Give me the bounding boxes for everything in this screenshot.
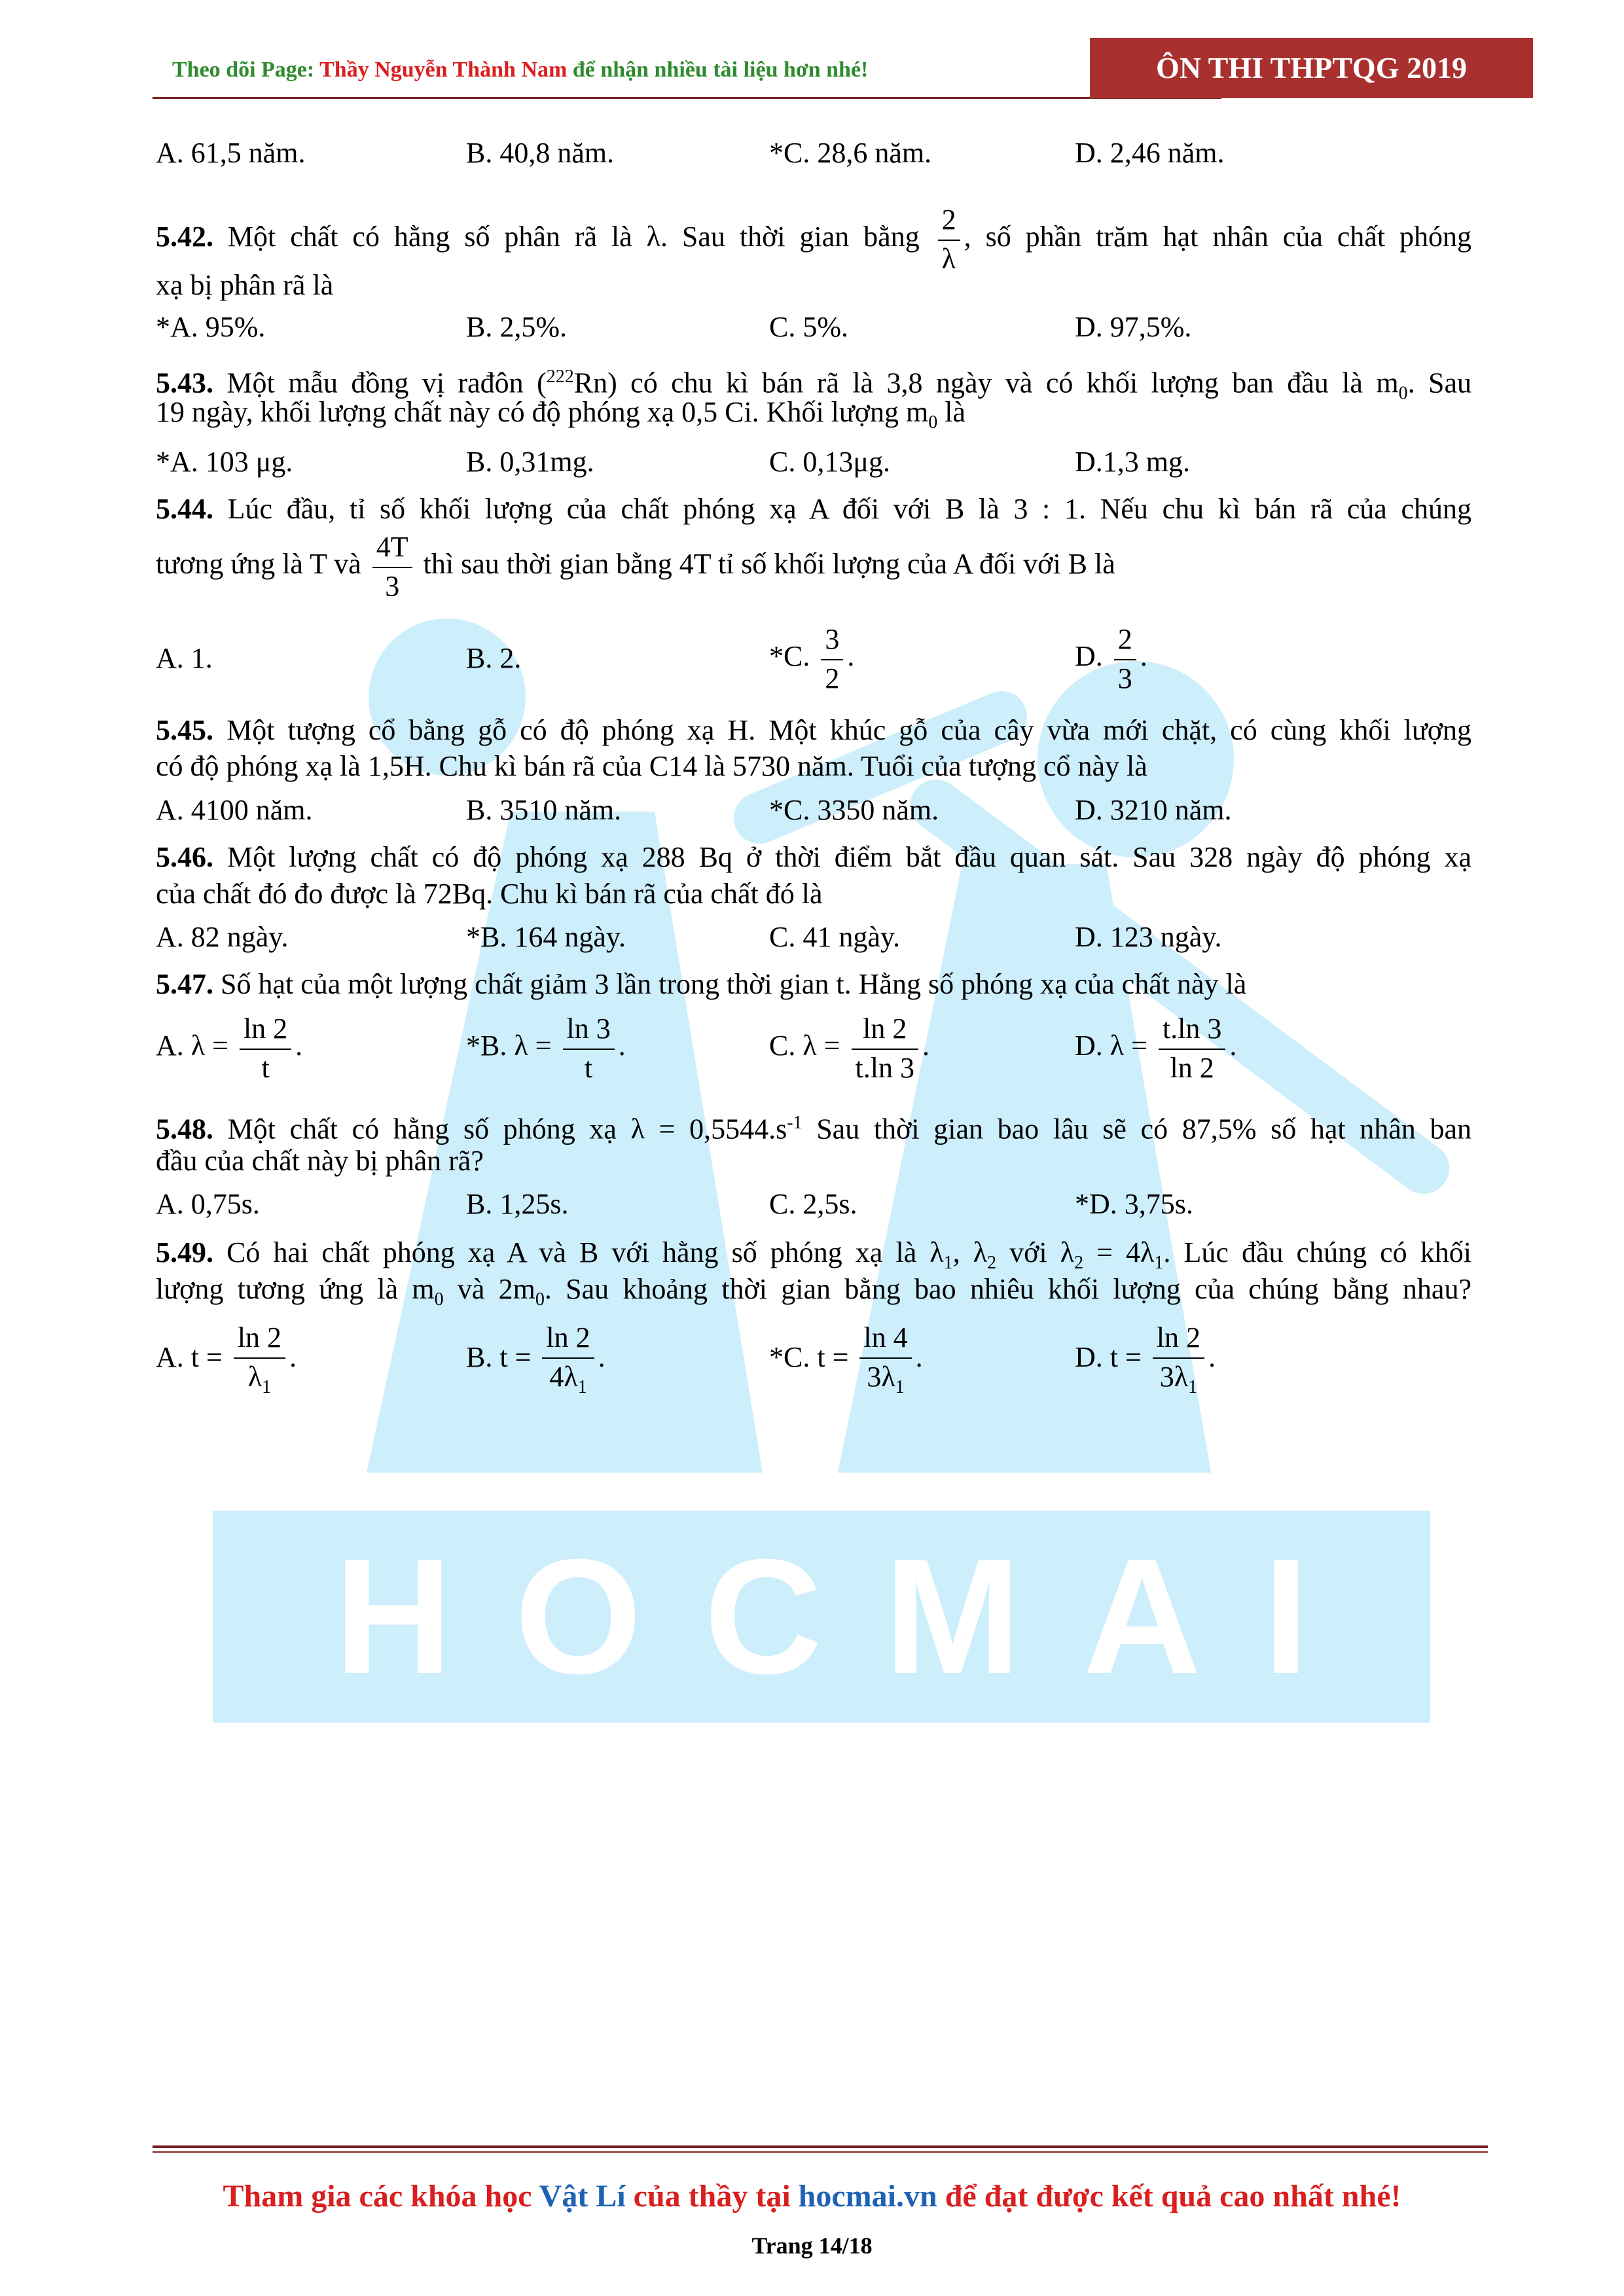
top-option-c: *C. 28,6 năm. xyxy=(769,137,932,169)
q545-option-b: B. 3510 năm. xyxy=(466,794,622,826)
q543-option-a: *A. 103 μg. xyxy=(156,446,293,478)
q547-option-a: A. λ = $\frac{\ln 2}{t}$ . xyxy=(156,1013,303,1084)
q543-option-b: B. 0,31mg. xyxy=(466,446,594,478)
q549-option-a: A. t = $\frac{\ln 2}{\lambda_1}$ . xyxy=(156,1321,297,1397)
q546-option-a: A. 82 ngày. xyxy=(156,921,289,953)
q549-line1: 5.49. Có hai chất phóng xạ A và B với hằng số phóng xạ là $\lambda_1$, $\lambda_2$ với $\lambda_2 = 4\lambda_1$. Lúc đầu chúng có khối xyxy=(156,1236,1471,1273)
q548-line1: 5.48. Một chất có hằng số phóng xạ $\lambda = 0,5544.s^{-1}$ Sau thời gian bao lâu sẽ có 87,5% số hạt nhân ban xyxy=(156,1113,1471,1145)
q548-option-d: *D. 3,75s. xyxy=(1075,1188,1193,1220)
q542-option-d: D. 97,5%. xyxy=(1075,311,1192,343)
q543-line2: 19 ngày, khối lượng chất này có độ phóng xạ 0,5 Ci. Khối lượng $m_0$ là xyxy=(156,396,966,433)
q549-option-b: B. t = $\frac{\ln 2}{4\lambda_1}$ . xyxy=(466,1321,605,1397)
top-option-a: A. 61,5 năm. xyxy=(156,137,306,169)
q548-option-c: C. 2,5s. xyxy=(769,1188,857,1220)
q544-fraction: $\frac{4T}{3}$ xyxy=(372,533,412,601)
q549-option-d: D. t = $\frac{\ln 2}{3\lambda_1}$ . xyxy=(1075,1321,1216,1397)
q544-option-d: D. $\frac{2}{3}$ . xyxy=(1075,623,1147,694)
q542-line1: 5.42. Một chất có hằng số phân rã là λ. Sau thời gian bằng $\frac{2}{\lambda}$ , số phần trăm hạt nhân của chất phóng xyxy=(156,204,1471,275)
q547-option-b: *B. λ = $\frac{\ln 3}{t}$ . xyxy=(466,1013,626,1084)
q548-option-a: A. 0,75s. xyxy=(156,1188,260,1220)
q544-line1: 5.44. Lúc đầu, tỉ số khối lượng của chất phóng xạ A đối với B là 3 : 1. Nếu chu kì bán rã của chúng xyxy=(156,493,1471,525)
watermark-text: HOCMAI xyxy=(334,1525,1371,1708)
q546-option-d: D. 123 ngày. xyxy=(1075,921,1222,953)
q544-line2: tương ứng là T và $\frac{4T}{3}$ thì sau thời gian bằng 4T tỉ số khối lượng của A đối với B là xyxy=(156,531,1115,602)
header-follow-text: Theo dõi Page: Thầy Nguyễn Thành Nam để nhận nhiều tài liệu hơn nhé! xyxy=(172,58,869,82)
q542-option-c: C. 5%. xyxy=(769,311,848,343)
q543-line1: 5.43. Một mẫu đồng vị rađôn ($^{222}$Rn) có chu kì bán rã là 3,8 ngày và có khối lượng ban đầu là $m_0$. Sau xyxy=(156,367,1472,404)
page-number: Trang 14/18 xyxy=(751,2233,873,2259)
q545-option-d: D. 3210 năm. xyxy=(1075,794,1232,826)
footer-promo: Tham gia các khóa học Vật Lí của thầy tại hocmai.vn để đạt được kết quả cao nhất nhé! xyxy=(223,2179,1401,2214)
q548-option-b: B. 1,25s. xyxy=(466,1188,569,1220)
q545-line1: 5.45. Một tượng cổ bằng gỗ có độ phóng xạ H. Một khúc gỗ của cây vừa mới chặt, có cùng khối lượng xyxy=(156,714,1471,746)
q544-option-a: A. 1. xyxy=(156,642,213,674)
q543-option-c: C. 0,13μg. xyxy=(769,446,890,478)
q542-line2: xạ bị phân rã là xyxy=(156,269,334,301)
q546-option-b: *B. 164 ngày. xyxy=(466,921,626,953)
q545-option-c: *C. 3350 năm. xyxy=(769,794,939,826)
q546-option-c: C. 41 ngày. xyxy=(769,921,901,953)
top-option-b: B. 40,8 năm. xyxy=(466,137,615,169)
q543-option-d: D.1,3 mg. xyxy=(1075,446,1190,478)
q544-option-c: *C. $\frac{3}{2}$ . xyxy=(769,623,855,694)
top-option-d: D. 2,46 năm. xyxy=(1075,137,1225,169)
q547-option-c: C. λ = $\frac{\ln 2}{t.\ln 3}$ . xyxy=(769,1013,929,1084)
q546-line1: 5.46. Một lượng chất có độ phóng xạ 288 Bq ở thời điểm bắt đầu quan sát. Sau 328 ngày độ phóng xạ xyxy=(156,841,1471,873)
q547-option-d: D. λ = $\frac{t.\ln 3}{\ln 2}$ . xyxy=(1075,1013,1237,1084)
q545-option-a: A. 4100 năm. xyxy=(156,794,313,826)
q549-line2: lượng tương ứng là $m_0$ và $2m_0$. Sau khoảng thời gian bằng bao nhiêu khối lượng của chúng bằng nhau? xyxy=(156,1273,1471,1310)
header-badge: ÔN THI THPTQG 2019 xyxy=(1090,38,1533,98)
q547-line1: 5.47. Số hạt của một lượng chất giảm 3 lần trong thời gian t. Hằng số phóng xạ của chất này là xyxy=(156,968,1247,1000)
q549-option-c: *C. t = $\frac{\ln 4}{3\lambda_1}$ . xyxy=(769,1321,923,1397)
q545-line2: có độ phóng xạ là 1,5H. Chu kì bán rã của C14 là 5730 năm. Tuổi của tượng cổ này là xyxy=(156,750,1147,782)
q548-line2: đầu của chất này bị phân rã? xyxy=(156,1145,484,1177)
q544-option-b: B. 2. xyxy=(466,642,522,674)
q546-line2: của chất đó đo được là 72Bq. Chu kì bán rã của chất đó là xyxy=(156,878,823,910)
q542-option-a: *A. 95%. xyxy=(156,311,266,343)
footer-link[interactable]: hocmai.vn xyxy=(798,2179,937,2214)
teacher-name: Thầy Nguyễn Thành Nam xyxy=(319,58,568,82)
q542-fraction: $\frac{2}{\lambda}$ xyxy=(938,206,960,274)
q542-option-b: B. 2,5%. xyxy=(466,311,567,343)
